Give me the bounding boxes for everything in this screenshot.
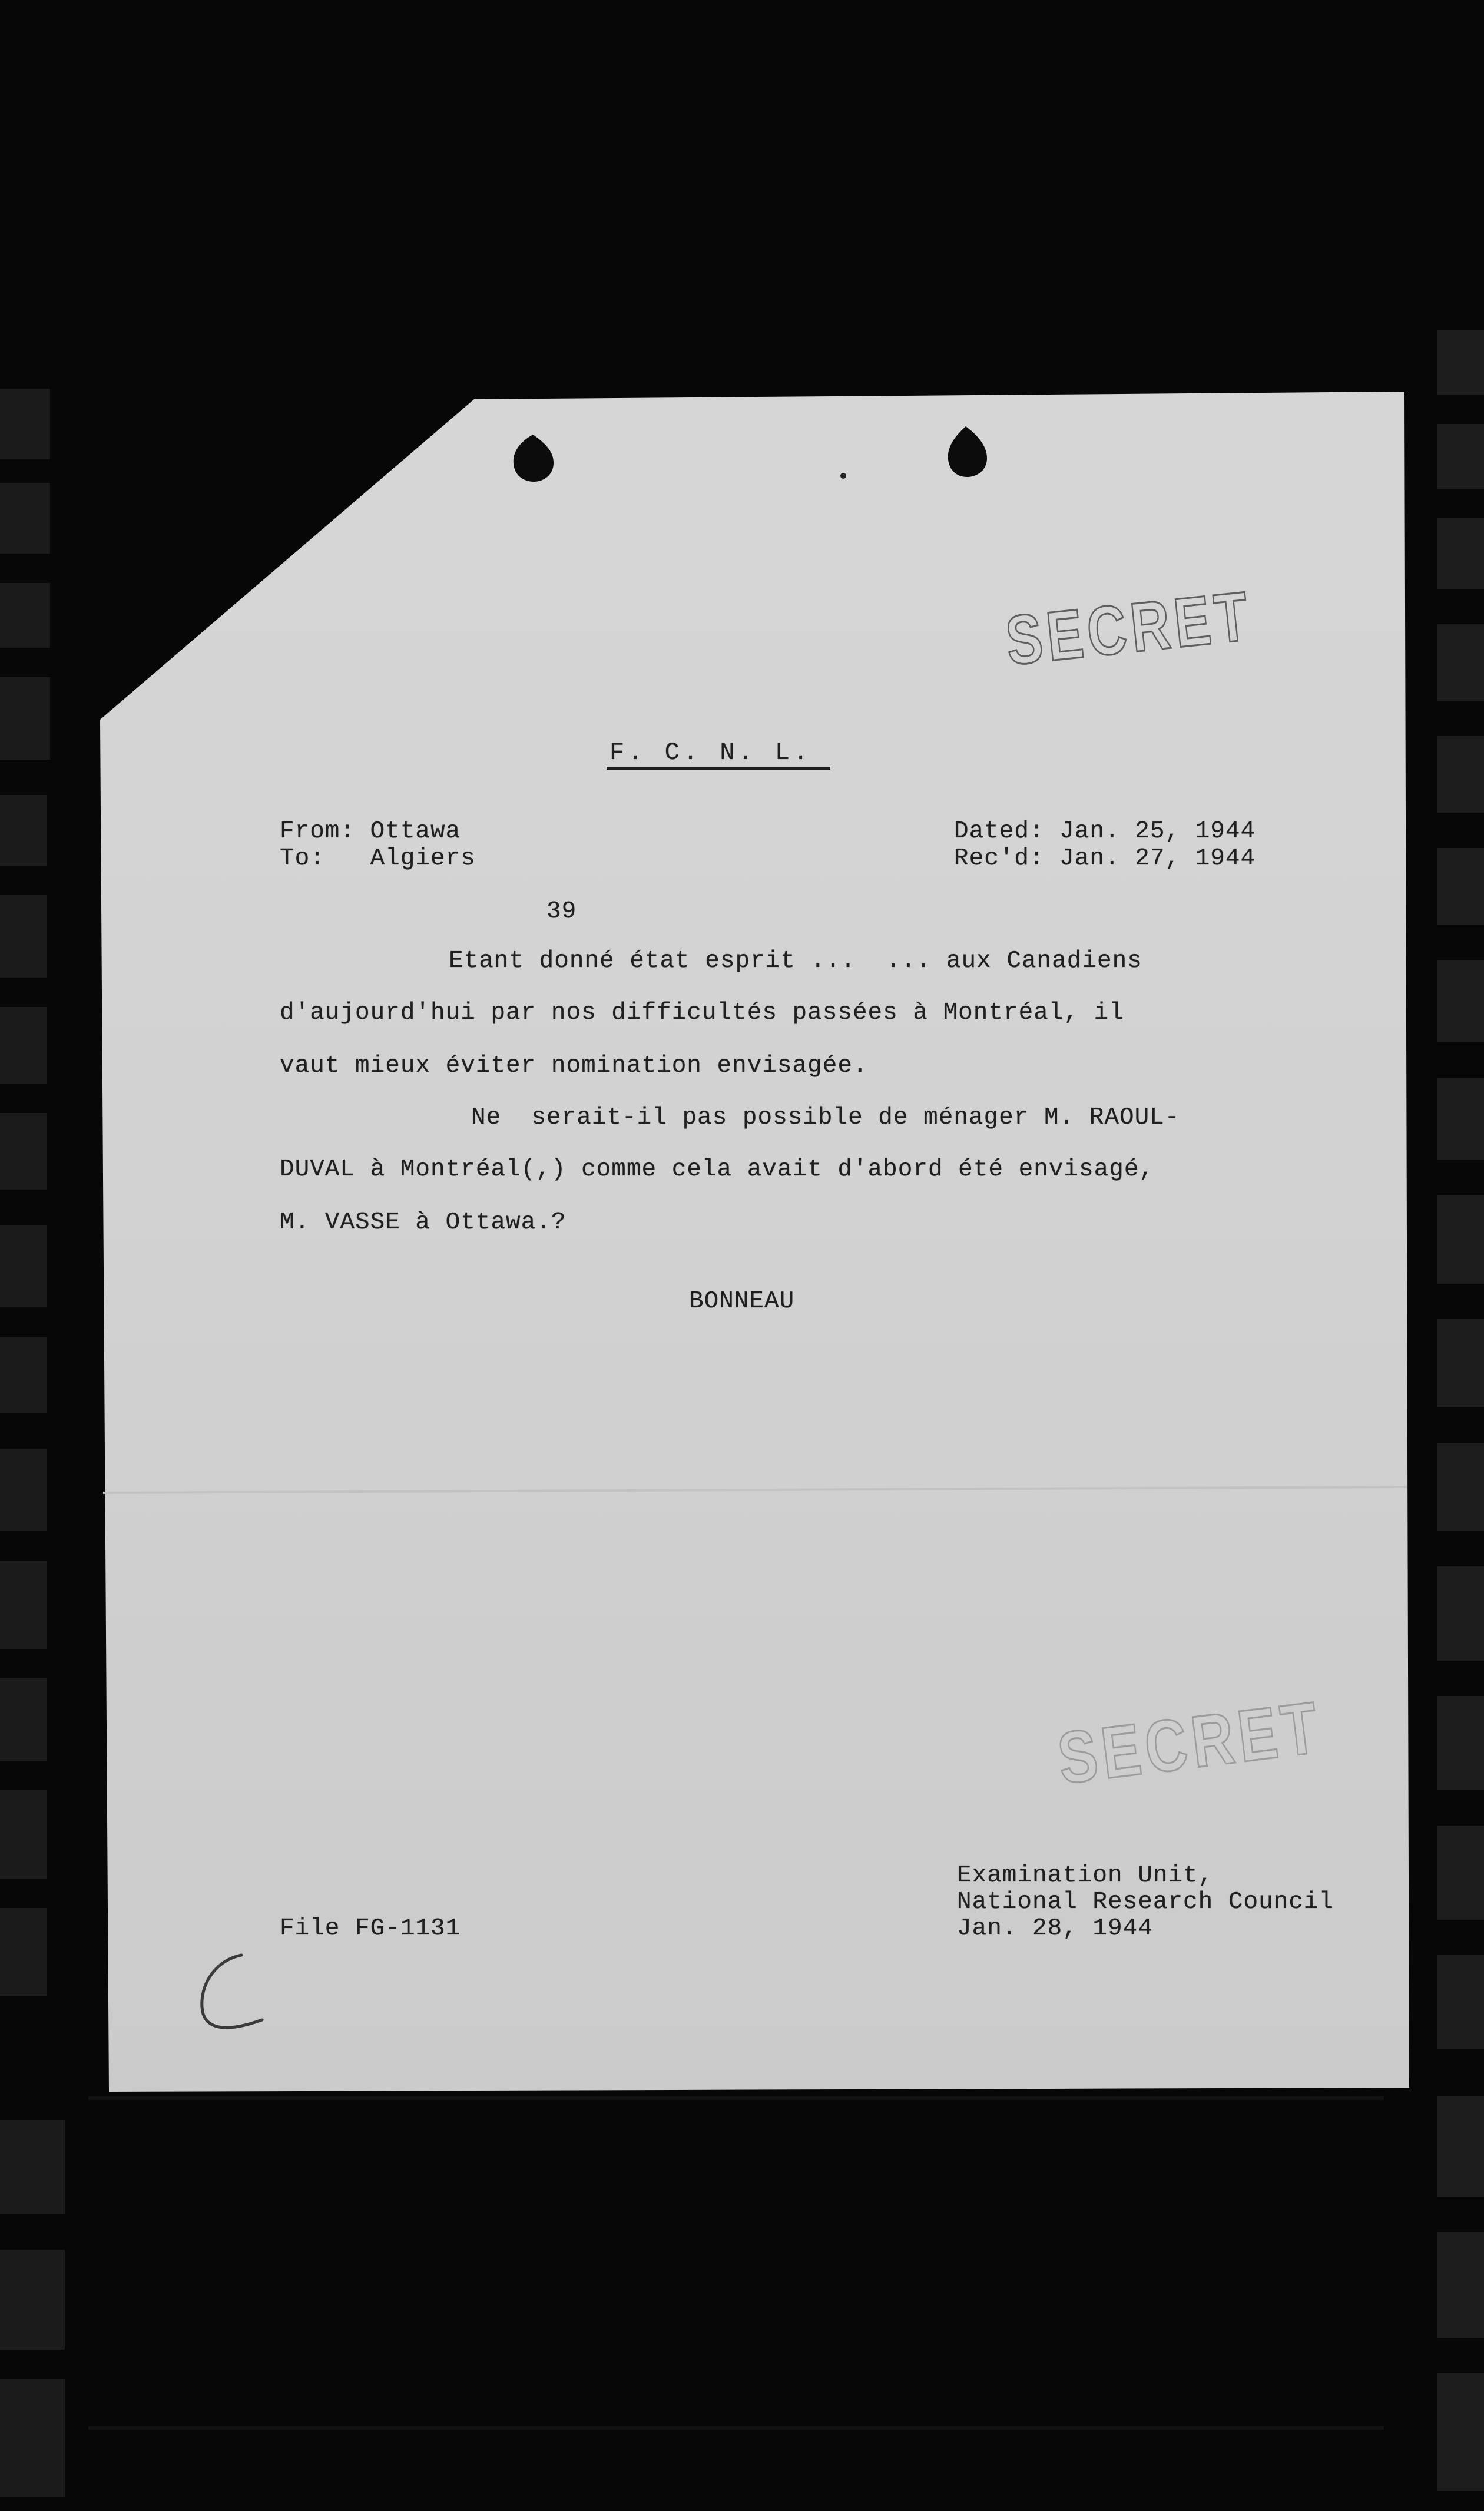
body-line: DUVAL à Montréal(,) comme cela avait d'abord été envisagé, xyxy=(280,1156,1155,1183)
to-line: To: Algiers xyxy=(280,845,476,872)
document-header-code: F. C. N. L. xyxy=(610,738,812,767)
signature-name: BONNEAU xyxy=(689,1288,795,1315)
message-number: 39 xyxy=(546,898,577,925)
dated-line: Dated: Jan. 25, 1944 xyxy=(954,818,1256,845)
file-reference: File FG-1131 xyxy=(280,1915,461,1942)
secret-stamp: SECRET xyxy=(1002,577,1257,680)
body-line: Ne serait-il pas possible de ménager M. RAOUL- xyxy=(471,1104,1180,1131)
body-line: d'aujourd'hui par nos difficultés passées à Montréal, il xyxy=(280,999,1124,1026)
body-line: vaut mieux éviter nomination envisagée. xyxy=(280,1052,868,1079)
body-line: Etant donné état esprit ... ... aux Canadiens xyxy=(449,948,1142,975)
examination-date-line: Jan. 28, 1944 xyxy=(957,1915,1153,1942)
examination-unit-line: Examination Unit, xyxy=(957,1862,1214,1889)
from-line: From: Ottawa xyxy=(280,818,461,845)
header-underline xyxy=(607,767,830,770)
examination-unit-line: National Research Council xyxy=(957,1889,1334,1916)
secret-stamp-faded: SECRET xyxy=(1054,1687,1327,1800)
body-line: M. VASSE à Ottawa.? xyxy=(280,1209,567,1236)
received-line: Rec'd: Jan. 27, 1944 xyxy=(954,845,1256,872)
